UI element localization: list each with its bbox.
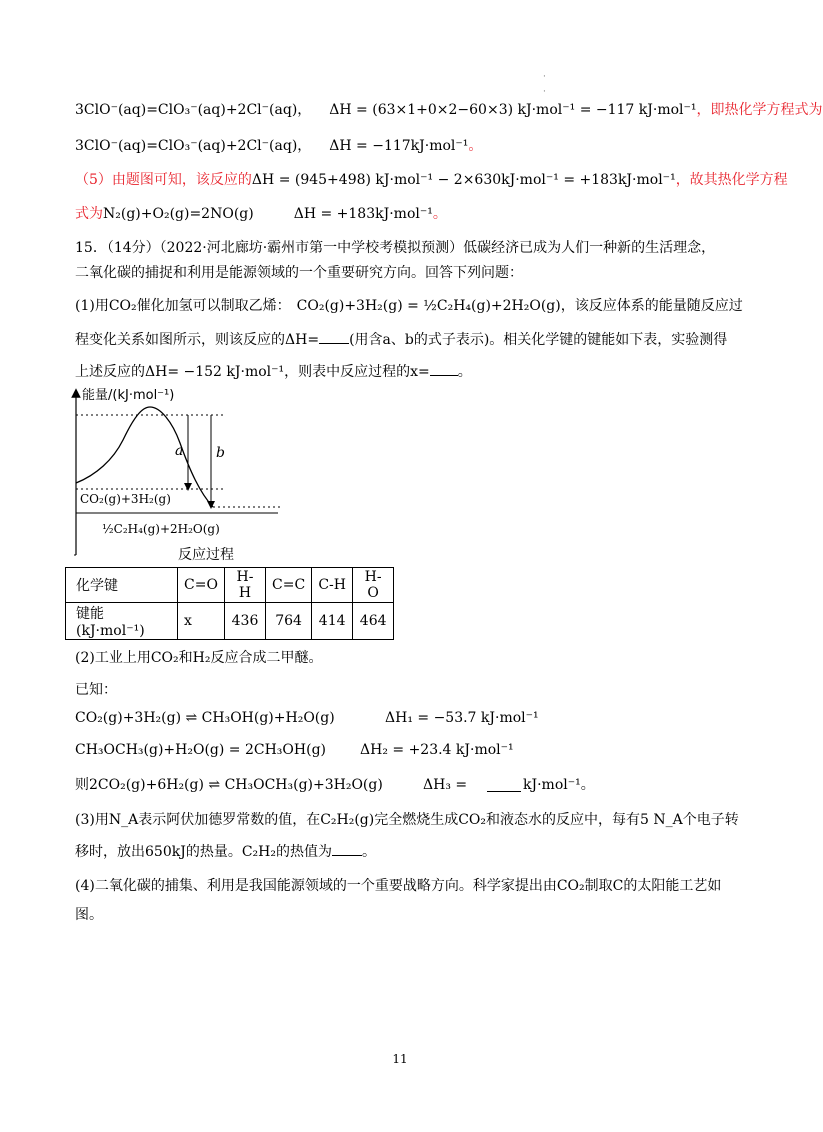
reactants-label: CO₂(g)+3H₂(g) [80, 492, 171, 506]
table-cell: 化学键 [66, 568, 178, 603]
table-row [66, 568, 394, 603]
energy-diagram [68, 385, 308, 565]
label-b: b [216, 445, 225, 461]
text-line: 图。 [75, 907, 103, 923]
table-cell: 414 [312, 603, 353, 640]
text-line: 二氧化碳的捕捉和利用是能源领域的一个重要研究方向。回答下列问题： [75, 265, 523, 281]
table-cell: 764 [266, 603, 312, 640]
table-cell: 键能(kJ·mol⁻¹) [66, 603, 178, 640]
table-cell: C=C [266, 568, 312, 603]
equation-line: 则2CO₂(g)+6H₂(g) ⇌ CH₃OCH₃(g)+3H₂O(g) ΔH₃ = kJ·mol⁻¹。 [75, 777, 595, 793]
table-cell: C-H [312, 568, 353, 603]
corner-mark: · [543, 87, 546, 97]
answer-blank[interactable] [430, 375, 458, 376]
label-a: a [175, 443, 184, 459]
text-line: (4)二氧化碳的捕集、利用是我国能源领域的一个重要战略方向。科学家提出由CO₂制取C的太阳能工艺如 [75, 878, 722, 894]
table-row [66, 603, 394, 640]
question-heading: 15．（14分）（2022·河北廊坊·霸州市第一中学校考模拟预测）低碳经济已成为人们一种新的生活理念， [75, 240, 716, 256]
text-line: (1)用CO₂催化加氢可以制取乙烯： CO₂(g)+3H₂(g) = ½C₂H₄(g)+2H₂O(g)，该反应体系的能量随反应过 [75, 298, 743, 314]
y-axis-label: 能量/(kJ·mol⁻¹) [82, 388, 175, 403]
text-line: (2)工业上用CO₂和H₂反应合成二甲醚。 [75, 650, 323, 666]
table-cell: 436 [225, 603, 266, 640]
products-label: ½C₂H₄(g)+2H₂O(g) [102, 522, 220, 536]
equation-line: CH₃OCH₃(g)+H₂O(g) = 2CH₃OH(g) ΔH₂ = +23.4 kJ·mol⁻¹ [75, 742, 514, 758]
text-line: 程变化关系如图所示，则该反应的ΔH= (用含a、b的式子表示)。相关化学键的键能如下表，实验测得 [75, 332, 728, 348]
corner-mark: · [543, 72, 546, 82]
table-cell: x [178, 603, 225, 640]
answer-line: 式为N₂(g)+O₂(g)=2NO(g) ΔH = +183kJ·mol⁻¹。 [75, 206, 447, 222]
text-line: (3)用N_A表示阿伏加德罗常数的值，在C₂H₂(g)完全燃烧生成CO₂和液态水的反应中，每有5 N_A个电子转 [75, 812, 739, 828]
x-axis-label: 反应过程 [178, 547, 234, 563]
text-line: 已知： [75, 682, 117, 698]
text-line: 3ClO⁻(aq)=ClO₃⁻(aq)+2Cl⁻(aq)， ΔH = −117kJ·mol⁻¹。 [75, 138, 483, 154]
text-line: 3ClO⁻(aq)=ClO₃⁻(aq)+2Cl⁻(aq)， ΔH = (63×1+0×2−60×3) kJ·mol⁻¹ = −117 kJ·mol⁻¹，即热化学方程式为 [75, 102, 823, 118]
table-cell: H-H [225, 568, 266, 603]
answer-blank[interactable] [319, 343, 349, 344]
text-line: 移时，放出650kJ的热量。C₂H₂的热值为 。 [75, 844, 376, 860]
equation-line: CO₂(g)+3H₂(g) ⇌ CH₃OH(g)+H₂O(g) ΔH₁ = −53.7 kJ·mol⁻¹ [75, 710, 539, 726]
bond-energy-table [65, 567, 394, 640]
table-cell: C=O [178, 568, 225, 603]
page-number: 11 [392, 1052, 408, 1066]
answer-line: （5）由题图可知，该反应的ΔH = (945+498) kJ·mol⁻¹ − 2×630kJ·mol⁻¹ = +183kJ·mol⁻¹，故其热化学方程 [75, 172, 788, 188]
table-cell: H-O [353, 568, 394, 603]
answer-blank[interactable] [332, 855, 362, 856]
text-line: 上述反应的ΔH= −152 kJ·mol⁻¹，则表中反应过程的x= 。 [75, 364, 472, 380]
answer-blank[interactable] [487, 775, 521, 792]
table-cell: 464 [353, 603, 394, 640]
